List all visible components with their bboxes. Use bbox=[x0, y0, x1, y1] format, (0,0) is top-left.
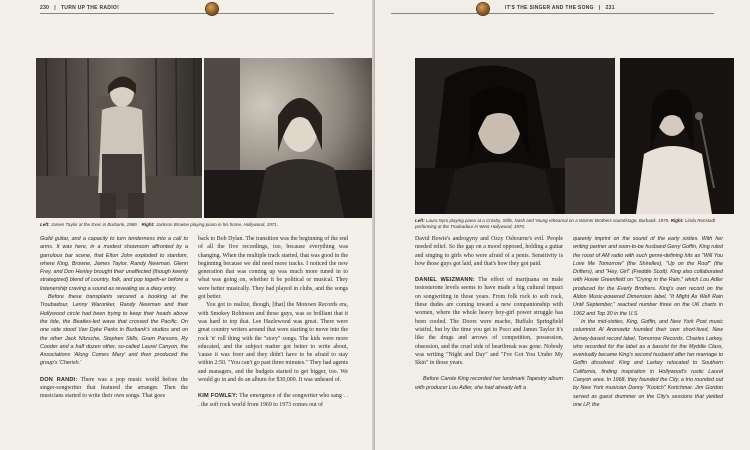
caption-left-label: Left: bbox=[415, 218, 425, 223]
left-photo-caption bbox=[40, 222, 360, 228]
quote-paragraph bbox=[198, 392, 348, 409]
speaker-name: DON RANDI: bbox=[40, 376, 78, 383]
right-page-number: 231 bbox=[605, 5, 615, 11]
right-photo-caption bbox=[415, 218, 735, 229]
caption-right-label: Right: bbox=[670, 218, 684, 223]
photo-linda-ronstadt bbox=[620, 58, 734, 214]
left-column-1 bbox=[40, 235, 188, 401]
text-paragraph: back to Bob Dylan. The transition was the beginning of the end of all the five recordings, too, because everything was changing. When the multiple track started, that was good in the beginning because we did need more tracks. I noticed the new generation that was coming up was much more tuned in to what was going on, whether it be political or musical. They were better musically. They had played in clubs, and the songs got better. bbox=[198, 236, 348, 301]
linda-ronstadt-image bbox=[620, 58, 734, 214]
text-paragraph: Guild guitar, and a capacity to turn tenderness into a call to arms. It was here, in a modest showroom affronted by a garrulous bar scene, that Elton John exploded to stardom, where King, Browne, James Taylor, Randy Newman, Glenn Frey, and Don Henley brought their unaffected (though keenly strategized) blend of country, folk, and pop togeth-er before a listenership craving a sound as revealing as a diary entry. bbox=[40, 236, 188, 292]
jackson-browne-image bbox=[204, 58, 373, 218]
right-running-title: IT'S THE SINGER AND THE SONG bbox=[505, 5, 594, 11]
left-column-2 bbox=[198, 235, 348, 409]
head-divider: | bbox=[598, 5, 601, 11]
caption-linda-ronstadt: Linda Ronstadt performing at the Troubadour in West Hollywood, 1970. bbox=[415, 218, 716, 229]
quote-paragraph bbox=[415, 276, 563, 367]
quote-text: The effect of marijuana on male testosterone levels seems to have made a big cultural impact on songwriting in those years. From folk rock to soft rock, these dudes are coming toward a new companionship with women, where the whole heavy boy-girl power struggle has been cooled. The Doors were macho, Buffalo Springfield wistful, but by the time you get to Poco and James Taylor it's like the drugs and arrows of competition, possession, obsession, and the cruel side of heartbreak was gone. Nobody was writing "Night and Day" and "I've Got You Under My Skin" in those years. bbox=[415, 277, 563, 367]
header-rule bbox=[391, 13, 714, 14]
head-divider: | bbox=[54, 5, 56, 11]
james-taylor-image bbox=[36, 58, 202, 218]
right-column-2 bbox=[573, 235, 723, 409]
photo-laura-nyro bbox=[415, 58, 615, 214]
header-rule bbox=[40, 13, 334, 14]
caption-left-label: Left: bbox=[40, 222, 50, 227]
right-page bbox=[375, 0, 750, 450]
caption-right-label: Right: bbox=[141, 222, 155, 227]
quote-text: There was a pop music world before the singer-songwriter that featured the arranger. Then the musicians started to write their own songs. That goes bbox=[40, 376, 188, 400]
text-paragraph: Before Carole King recorded her landmark Tapestry album with producer Lou Adler, she had already left a bbox=[415, 376, 563, 391]
speaker-name: KIM FOWLEY: bbox=[198, 393, 238, 400]
text-paragraph: Before these transplants secured a booking at the Troubadour, Lenny Waronker, Randy Newman and their Hollywood circle had been trying to keep their heads above the tide, the Beatles-led wave that crossed the Pacific. On one side stood Van Dyke Parks in Burbank’s studios and on the other Jack Nitzsche, Stephen Stills, Gram Parsons, Ry Cooder and a half dozen other, so-called Laurel Canyon, the Associations 'Along Comes Mary' and then produced the group's 'Cherish.' bbox=[40, 294, 188, 367]
record-emblem-icon bbox=[477, 3, 489, 15]
record-emblem-icon bbox=[206, 3, 218, 15]
photo-james-taylor bbox=[36, 58, 202, 218]
laura-nyro-image bbox=[415, 58, 615, 214]
text-paragraph: queenly imprint on the sound of the early sixties. With her writing partner and soon-to-be husband Gerry Goffin, King ruled the roost of AM radio with such genre-defining hits as "Will You Love Me Tomorrow" (the Shirelles), "Up on the Roof" (the Drifters), and "Hey, Girl" (Freddie Scott). King also collaborated with Howie Greenfield on "Crying in the Rain," which Lou Adler produced for the Everly Brothers. King's own record on the Aldon Music-powered Dimension label, "It Might As Well Rain Until September," reached number three on the UK charts in 1962 and Top 30 in the U.S. bbox=[573, 236, 723, 317]
quote-text: The emergence of the songwriter who sang . . . the soft rock world from 1969 to 1973 comes out of bbox=[198, 393, 348, 408]
speaker-name: DANIEL WEIZMANN: bbox=[415, 277, 475, 284]
text-paragraph: You got to realize, though, [that] the Motown Records era, with Smokey Robinson and those guys, was so brilliant that it was hard to top that. Lee Hazlewood was great. There were great country writers around that were starting to move into the rock 'n' roll thing with the "story" songs. The kids were more educated, and the subject matter got better to write about, 'cause it was freer and they didn't have to be afraid to stay within 2:50. "You can't go past three minutes." They had agents and managers, and the budgets started to get bigger, too. We would go in and do an album for $30,000. It was unheard of. bbox=[198, 302, 348, 384]
caption-jackson-browne: Jackson Browne playing piano in his home, Hollywood, 1971. bbox=[155, 222, 279, 227]
caption-laura-nyro: Laura Nyro playing piano at a Crosby, Stills, Nash and Young rehearsal on a Warner Brothers soundstage, Burbank, 1970. bbox=[426, 218, 670, 223]
left-running-title: TURN UP THE RADIO! bbox=[60, 5, 120, 11]
text-paragraph: David Bowie's androgyny and Ozzy Osbourne's evil. People needed relief. So the gap on a mood opposed, holding a guitar and singing to girls who were afraid of a penis. Sensitivity is how those guys got laid, and that's how they got paid. bbox=[415, 236, 563, 267]
left-page-number: 230 bbox=[40, 5, 50, 11]
right-column-1 bbox=[415, 235, 563, 392]
photo-jackson-browne bbox=[204, 58, 373, 218]
caption-james-taylor: James Taylor at the Exec in Burbank, 1969. bbox=[51, 222, 138, 227]
text-paragraph: In the mid-sixties, King, Goffin, and New York Post music columnist Al Aronowitz founded their own short-lived, New Jersey-based record label, Tomorrow Records. Charles Larkey, who recorded for the label as a bassist for the Myddle Class, eventually became King's second husband after her marriage to Goffin dissolved. King and Larkey relocated to Southern California, finding inspiration in Hollywood's rustic Laurel Canyon area. In 1968, they founded the City, a trio rounded out by New York musician Danny "Kootch" Kortchmar. Jim Gordon served as guest drummer on the City's sessions that yielded one LP, the bbox=[573, 318, 723, 408]
quote-paragraph bbox=[40, 376, 188, 401]
